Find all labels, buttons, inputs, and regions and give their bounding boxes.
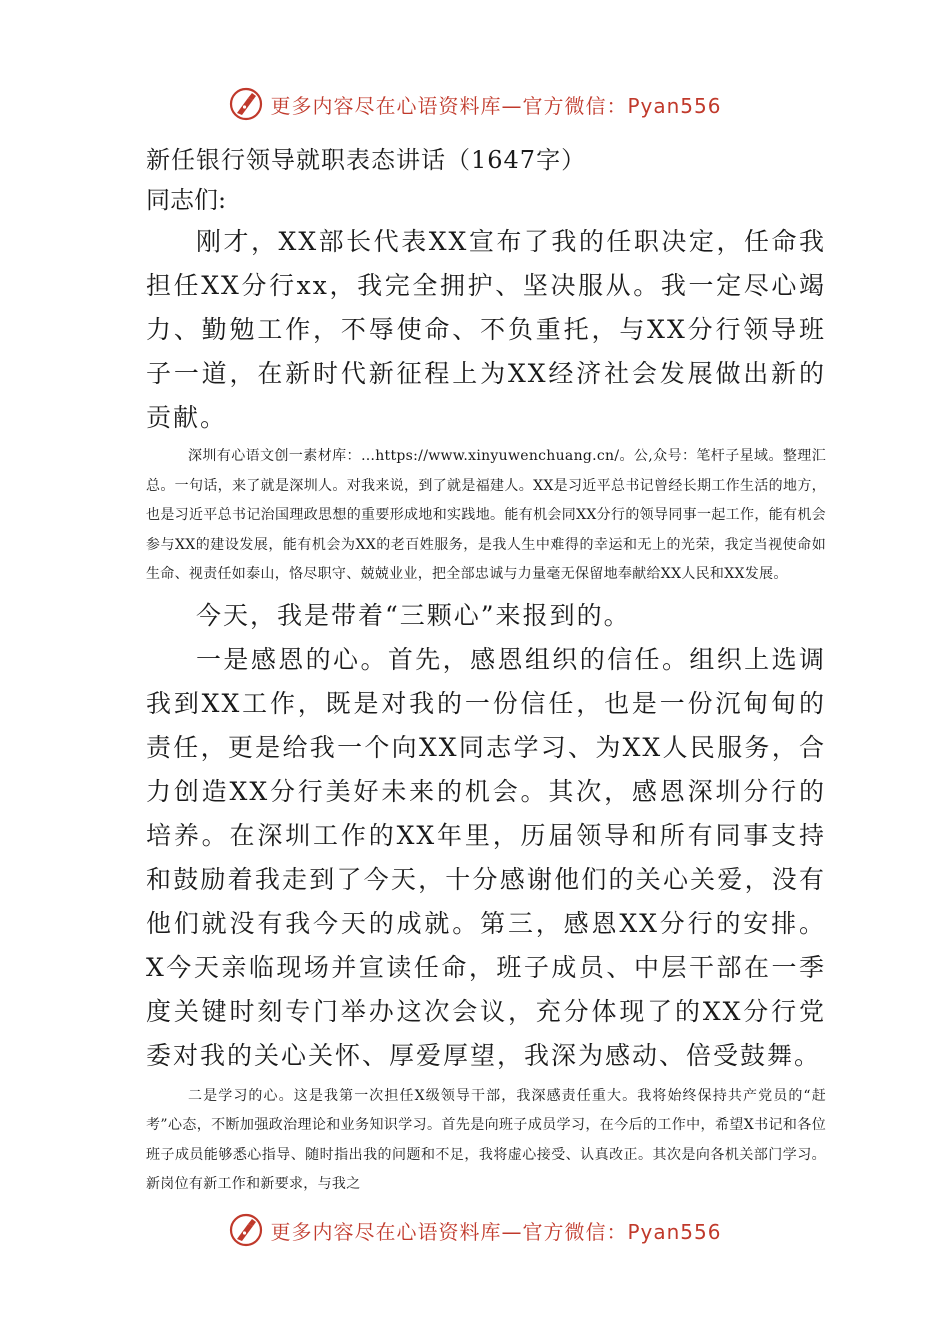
watermark-text: 更多内容尽在心语资料库—官方微信：Pyan556 <box>270 1219 722 1244</box>
paragraph-5: 二是学习的心。这是我第一次担任X级领导干部，我深感责任重大。我将始终保持共产党员的“赶考”心态，不断加强政治理论和业务知识学习。首先是向班子成员学习，在今后的工作中，希望X书记和各位班子成员能够悉心指导、随时指出我的问题和不足，我将虚心接受、认真改正。其次是向各机关部门学习。新岗位有新工作和新要求，与我之 <box>146 1087 826 1192</box>
watermark-banner-top <box>0 84 950 124</box>
document-title: 新任银行领导就职表态讲话（1647字） <box>146 146 587 174</box>
pen-nib-logo-icon <box>228 86 264 122</box>
paragraph-3: 今天，我是带着“三颗心”来报到的。 <box>196 600 631 630</box>
salutation: 同志们: <box>146 186 227 214</box>
paragraph-2: 深圳有心语文创一素材库：…https://www.xinyuwenchuang.cn/。公,众号：笔杆子星域。整理汇总。一句话，来了就是深圳人。对我来说，到了就是福建人。XX是习近平总书记曾经长期工作生活的地方，也是习近平总书记治国理政思想的重要形成地和实践地。能有机会同XX分行的领导同事一起工作，能有机会参与XX的建设发展，能有机会为XX的老百姓服务，是我人生中难得的幸运和无上的光荣，我定当视使命如生命、视责任如泰山，恪尽职守、兢兢业业，把全部忠诚与力量毫无保留地奉献给XX人民和XX发展。 <box>146 448 826 582</box>
document-body <box>146 140 826 1204</box>
paragraph-1: 刚才，XX部长代表XX宣布了我的任职决定，任命我担任XX分行xx，我完全拥护、坚决服从。我一定尽心竭力、勤勉工作，不辱使命、不负重托，与XX分行领导班子一道，在新时代新征程上为XX经济社会发展做出新的贡献。 <box>146 227 826 432</box>
watermark-banner-bottom <box>0 1210 950 1250</box>
pen-nib-logo-icon <box>228 1212 264 1248</box>
paragraph-4: 一是感恩的心。首先，感恩组织的信任。组织上选调我到XX工作，既是对我的一份信任，也是一份沉甸甸的责任，更是给我一个向XX同志学习、为XX人民服务，合力创造XX分行美好未来的机会。其次，感恩深圳分行的培养。在深圳工作的XX年里，历届领导和所有同事支持和鼓励着我走到了今天，十分感谢他们的关心关爱，没有他们就没有我今天的成就。第三，感恩XX分行的安排。X今天亲临现场并宣读任命，班子成员、中层干部在一季度关键时刻专门举办这次会议，充分体现了的XX分行党委对我的关心关怀、厚爱厚望，我深为感动、倍受鼓舞。 <box>146 644 826 1070</box>
watermark-text: 更多内容尽在心语资料库—官方微信：Pyan556 <box>270 93 722 118</box>
